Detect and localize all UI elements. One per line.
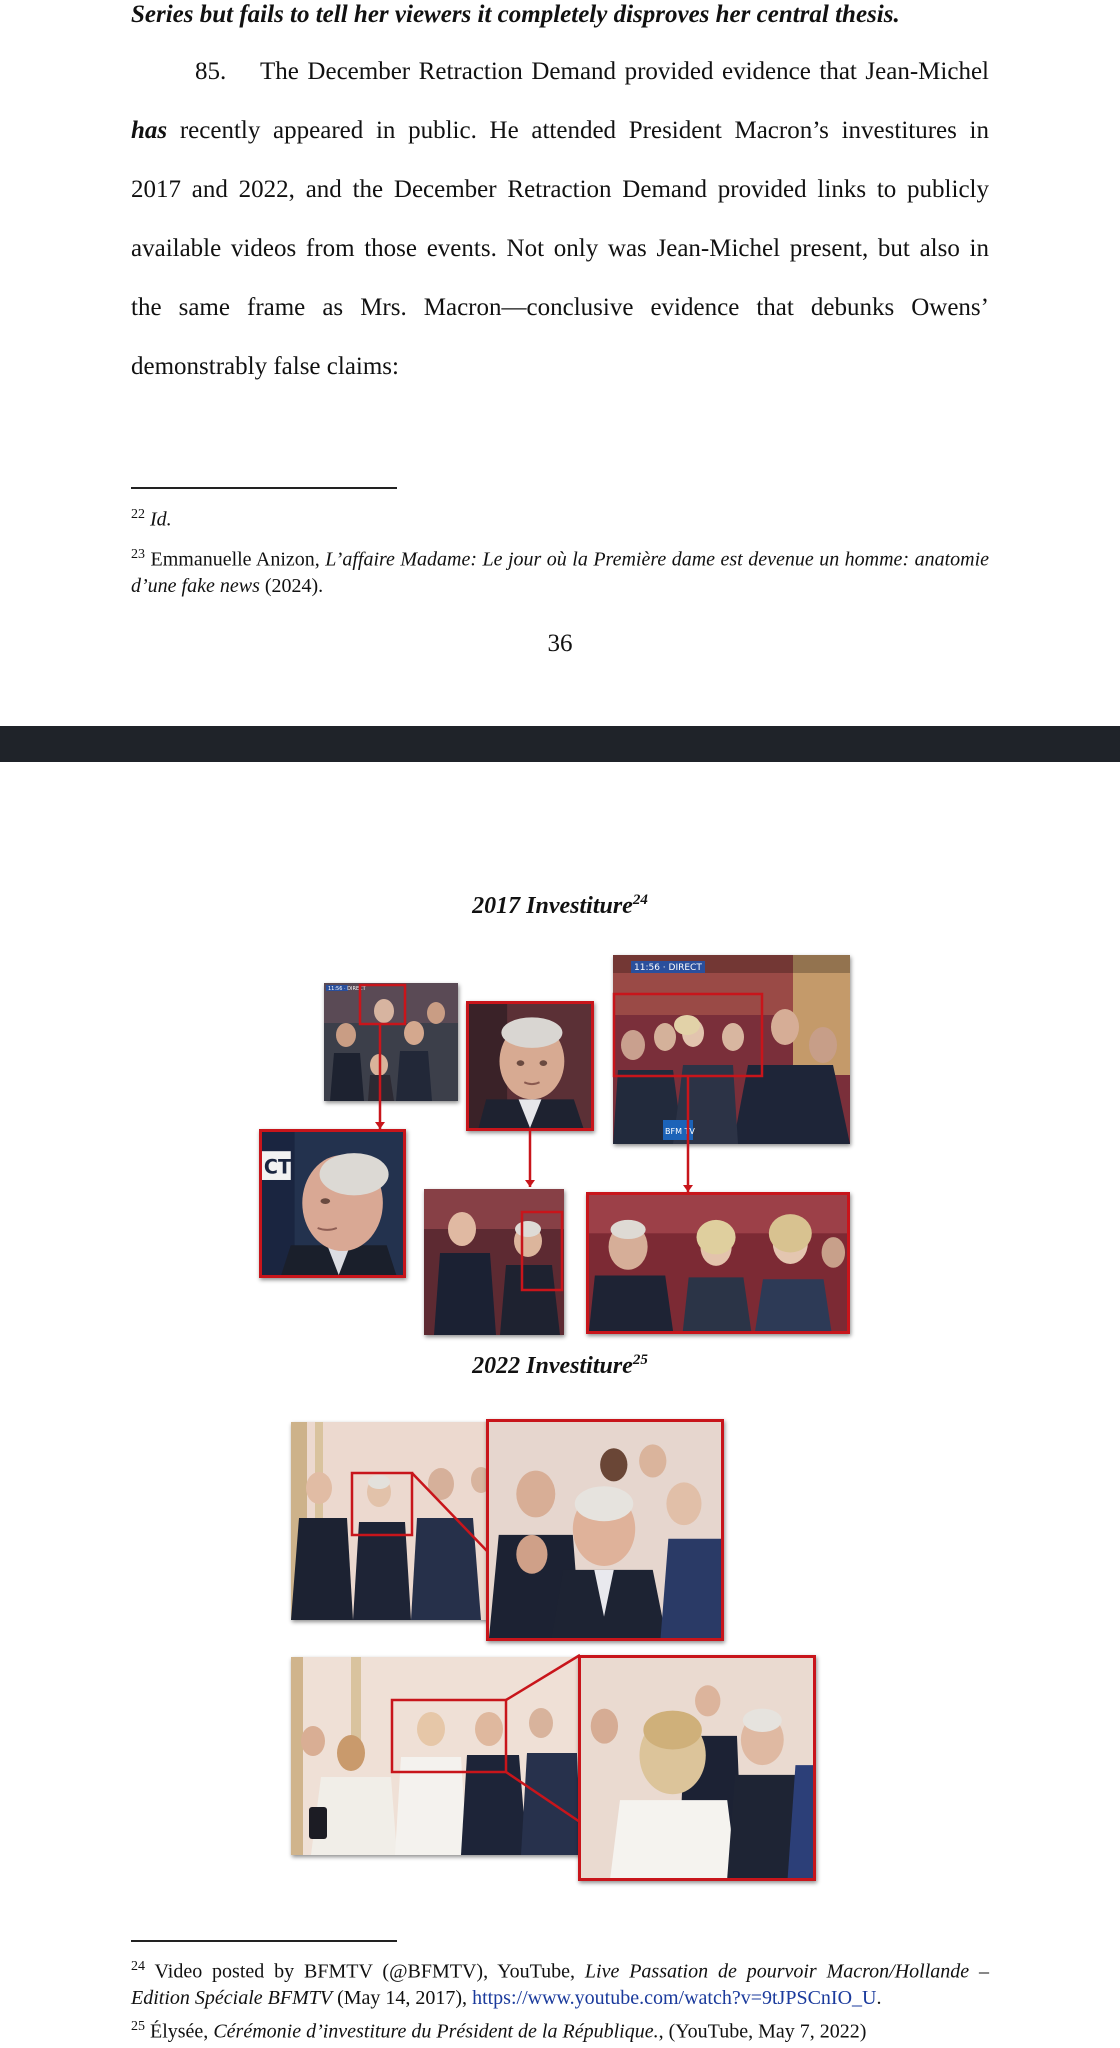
para-line-6: demonstrably false claims: xyxy=(131,353,399,380)
paragraph-85 xyxy=(131,42,989,396)
photo-2017-wide-group xyxy=(324,983,458,1101)
document-page-37 xyxy=(0,762,1120,2048)
footnote-rule-2 xyxy=(131,1940,397,1942)
page-number: 36 xyxy=(547,630,573,657)
document-page-36 xyxy=(0,0,1120,726)
photo-2017-profile-jean-michel xyxy=(259,1129,406,1278)
footnote-22: $^{22}$ Id. xyxy=(131,507,172,531)
para-line-2: has recently appeared in public. He attended President Macron’s investitures in xyxy=(131,117,989,144)
emphasis-has: has xyxy=(131,117,168,144)
highlight-overlay xyxy=(0,762,1120,2048)
footnote-23: $^{23}$ Emmanuelle Anizon, L’affaire Madame: Le jour où la Première dame est devenue un homme: anatomie d’une fake news (2024). xyxy=(131,547,990,597)
footnote-ref-24: 24 xyxy=(632,892,648,908)
photo-2017-closeup-jean-michel xyxy=(466,1001,594,1131)
footnote-rule xyxy=(131,487,397,489)
bfm-badge: BFM TV xyxy=(665,1127,695,1136)
photo-2022-group-wide-2 xyxy=(291,1657,581,1855)
footnote-24: $^{24}$ Video posted by BFMTV (@BFMTV), YouTube, Live Passation de pourvoir Macron/Hollande – Edition Spéciale BFMTV (May 14, 2017), https://www.youtube.com/watch?v=9tJPSCnIO_U. xyxy=(131,1959,990,2009)
photo-2022-with-mrs-macron xyxy=(578,1655,816,1881)
photo-2017-with-mrs-macron xyxy=(586,1192,850,1334)
direct-badge: 11:56 · DIRECT xyxy=(634,963,702,973)
footnote-25: $^{25}$ Élysée, Cérémonie d’investiture du Président de la République., (YouTube, May 7, 2022) xyxy=(131,2019,867,2043)
ct-overlay-fragment: CT xyxy=(263,1155,292,1179)
photo-2017-macron-handshake xyxy=(424,1189,564,1335)
caption-2022-investiture: 2022 Investiture$^{25}$ xyxy=(472,1352,648,1379)
youtube-link-2017[interactable]: https://www.youtube.com/watch?v=9tJPSCnIO_U xyxy=(472,1986,877,2009)
lead-sentence: Series but fails to tell her viewers it completely disproves her central thesis. xyxy=(131,1,900,28)
para-line-4: available videos from those events. Not only was Jean-Michel present, but also in xyxy=(131,235,989,262)
direct-badge-small: 11:56 · DIRECT xyxy=(328,986,366,992)
photo-2017-room-wide xyxy=(613,955,850,1144)
paragraph-number: 85. xyxy=(195,58,227,85)
page-separator xyxy=(0,726,1120,762)
para-line-3: 2017 and 2022, and the December Retraction Demand provided links to publicly xyxy=(131,176,989,203)
footnote-ref-25: 25 xyxy=(632,1352,648,1368)
para-line-5: the same frame as Mrs. Macron—conclusive evidence that debunks Owens’ xyxy=(131,294,989,321)
photo-2022-group-wide-1 xyxy=(291,1422,499,1620)
photo-2022-closeup-jean-michel xyxy=(486,1419,724,1641)
para-line-1: 85. The December Retraction Demand provided evidence that Jean-Michel xyxy=(195,58,989,85)
caption-2017-investiture: 2017 Investiture$^{24}$ xyxy=(472,892,648,919)
